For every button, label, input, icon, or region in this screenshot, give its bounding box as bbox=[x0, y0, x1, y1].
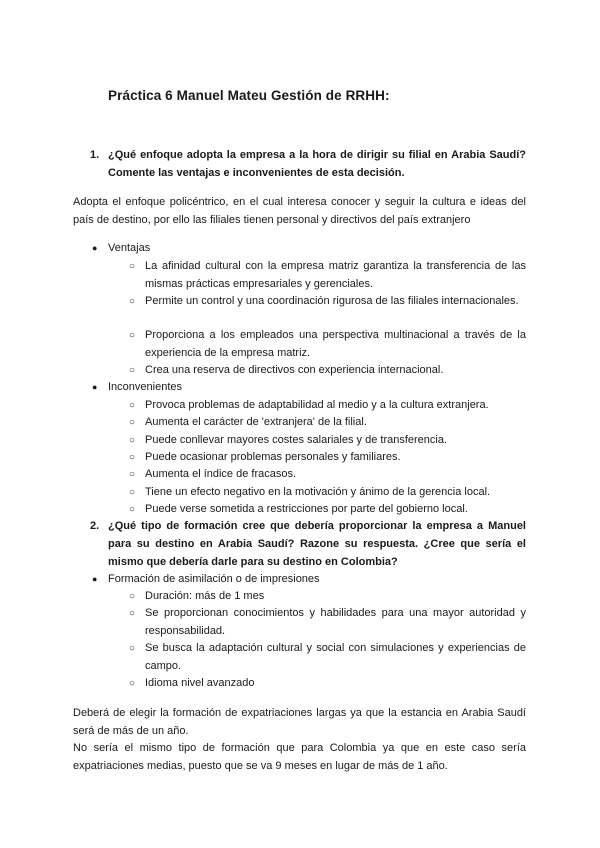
inconveniente-text: Provoca problemas de adaptabilidad al medio y a la cultura extranjera. bbox=[145, 399, 489, 411]
ventaja-text: Proporciona a los empleados una perspectiva multinacional a través de la experiencia de la empresa matriz. bbox=[145, 329, 526, 359]
list-item bbox=[129, 257, 526, 293]
circle-bullet-icon: ○ bbox=[129, 452, 136, 463]
formacion-text: Duración: más de 1 mes bbox=[145, 590, 265, 602]
list-item bbox=[129, 396, 526, 414]
circle-bullet-icon: ○ bbox=[129, 330, 136, 341]
formacion-label: Formación de asimilación o de impresiones bbox=[108, 573, 320, 585]
inconvenientes-label: Inconvenientes bbox=[108, 381, 182, 393]
circle-bullet-icon: ○ bbox=[129, 400, 136, 411]
bullet-icon: ● bbox=[92, 574, 98, 584]
inconveniente-text: Aumenta el índice de fracasos. bbox=[145, 468, 297, 480]
question-1-text: ¿Qué enfoque adopta la empresa a la hora de dirigir su filial en Arabia Saudí? Comente las ventajas e inconvenientes de esta decisión. bbox=[108, 149, 526, 179]
page-title: Práctica 6 Manuel Mateu Gestión de RRHH: bbox=[108, 88, 390, 103]
question-2-number: 2. bbox=[90, 520, 100, 532]
question-1-number: 1. bbox=[90, 149, 100, 161]
bullet-icon: ● bbox=[92, 382, 98, 392]
answer-1-paragraph: Adopta el enfoque policéntrico, en el cual interesa conocer y seguir la cultura e ideas del país de destino, por ello las filiales tienen personal y directivos del país extranjero bbox=[73, 196, 526, 226]
circle-bullet-icon: ○ bbox=[129, 417, 136, 428]
list-item bbox=[129, 500, 526, 518]
formacion-text: Se busca la adaptación cultural y social con simulaciones y experiencias de campo. bbox=[145, 642, 526, 672]
question-2-text: ¿Qué tipo de formación cree que debería proporcionar la empresa a Manuel para su destino en Arabia Saudí? Razone su respuesta. ¿Cree que sería el mismo que debería darle para su destino en Colombia? bbox=[108, 520, 526, 568]
circle-bullet-icon: ○ bbox=[129, 591, 136, 602]
answer-2-paragraph-a: Deberá de elegir la formación de expatriaciones largas ya que la estancia en Arabia Saudí será de más de un año. bbox=[73, 707, 526, 737]
formacion-text: Idioma nivel avanzado bbox=[145, 677, 255, 689]
ventaja-text: La afinidad cultural con la empresa matriz garantiza la transferencia de las mismas prácticas empresariales y gerenciales. bbox=[145, 260, 526, 290]
ventaja-text: Permite un control y una coordinación rigurosa de las filiales internacionales. bbox=[145, 295, 519, 307]
list-item bbox=[129, 431, 526, 449]
list-item bbox=[129, 292, 526, 310]
circle-bullet-icon: ○ bbox=[129, 487, 136, 498]
circle-bullet-icon: ○ bbox=[129, 608, 136, 619]
inconveniente-text: Puede conllevar mayores costes salariales y de transferencia. bbox=[145, 434, 448, 446]
bullet-icon: ● bbox=[92, 243, 98, 253]
circle-bullet-icon: ○ bbox=[129, 261, 136, 272]
answer-2-paragraph-b: No sería el mismo tipo de formación que para Colombia ya que en este caso sería expatriaciones medias, puesto que se va 9 meses en lugar de más de 1 año. bbox=[73, 742, 526, 772]
list-item bbox=[129, 413, 526, 431]
list-item bbox=[129, 587, 526, 605]
circle-bullet-icon: ○ bbox=[129, 504, 136, 515]
question-2 bbox=[90, 517, 526, 571]
list-item bbox=[129, 361, 526, 379]
question-1 bbox=[90, 146, 526, 182]
list-item bbox=[129, 448, 526, 466]
ventaja-text: Crea una reserva de directivos con experiencia internacional. bbox=[145, 364, 444, 376]
list-item bbox=[129, 483, 526, 501]
circle-bullet-icon: ○ bbox=[129, 296, 136, 307]
list-item-ventajas bbox=[92, 239, 526, 257]
circle-bullet-icon: ○ bbox=[129, 469, 136, 480]
list-item bbox=[129, 604, 526, 640]
circle-bullet-icon: ○ bbox=[129, 643, 136, 654]
circle-bullet-icon: ○ bbox=[129, 678, 136, 689]
list-item bbox=[129, 639, 526, 675]
list-item bbox=[129, 465, 526, 483]
inconveniente-text: Tiene un efecto negativo en la motivación y ánimo de la gerencia local. bbox=[145, 486, 491, 498]
inconveniente-text: Puede verse sometida a restricciones por parte del gobierno local. bbox=[145, 503, 468, 515]
inconveniente-text: Puede ocasionar problemas personales y familiares. bbox=[145, 451, 401, 463]
circle-bullet-icon: ○ bbox=[129, 365, 136, 376]
list-item-inconvenientes bbox=[92, 378, 526, 396]
list-item bbox=[129, 326, 526, 362]
ventajas-label: Ventajas bbox=[108, 242, 151, 254]
inconveniente-text: Aumenta el carácter de 'extranjera' de la filial. bbox=[145, 416, 367, 428]
circle-bullet-icon: ○ bbox=[129, 435, 136, 446]
list-item bbox=[129, 674, 526, 692]
list-item-formacion bbox=[92, 570, 526, 588]
formacion-text: Se proporcionan conocimientos y habilidades para una mayor autoridad y responsabilidad. bbox=[145, 607, 526, 637]
